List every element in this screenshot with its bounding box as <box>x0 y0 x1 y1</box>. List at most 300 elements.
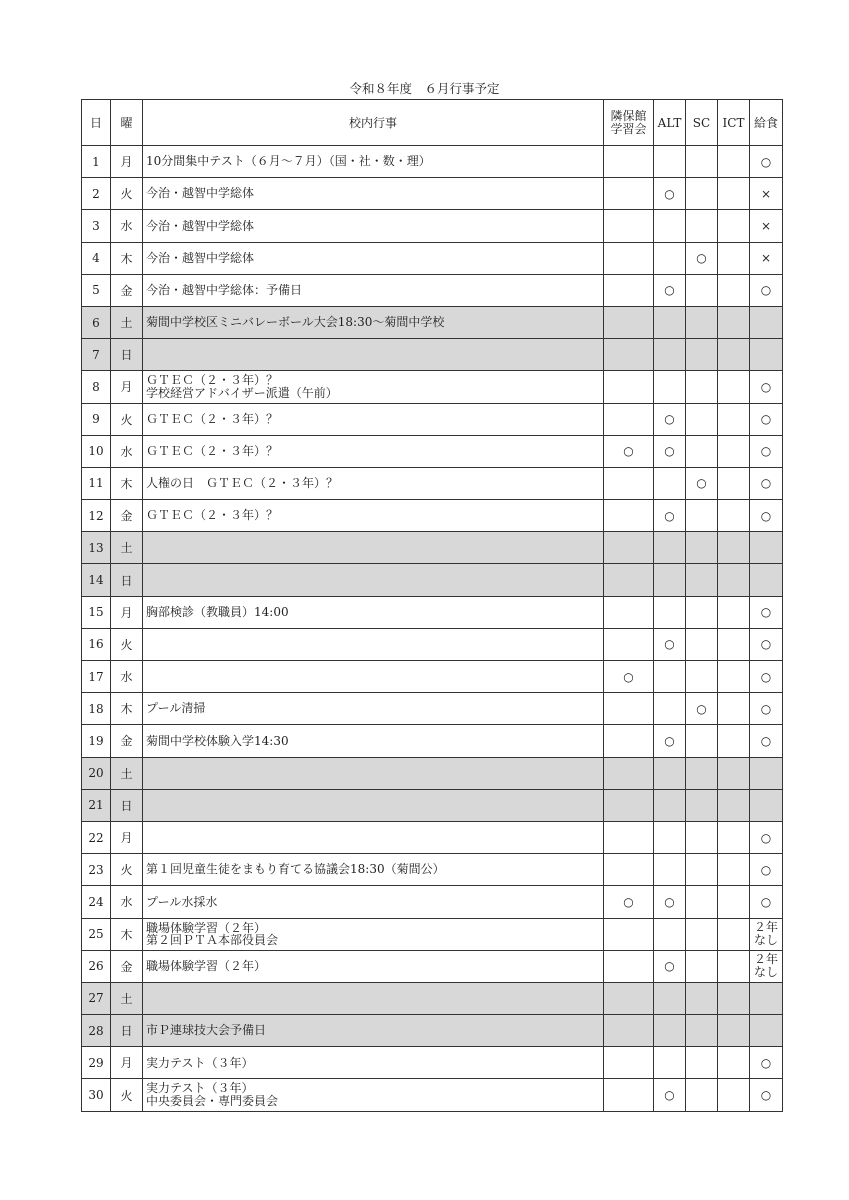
weekday-cell: 金 <box>111 500 143 532</box>
lunch-cell: × <box>750 178 783 210</box>
weekday-cell: 水 <box>111 435 143 467</box>
alt-cell: ○ <box>654 500 686 532</box>
ict-cell <box>718 596 750 628</box>
alt-cell <box>654 661 686 693</box>
header-kubokan <box>604 100 654 146</box>
day-cell: 18 <box>82 693 111 725</box>
kubokan-cell <box>604 564 654 596</box>
table-row <box>82 982 783 1014</box>
event-cell <box>143 532 604 564</box>
lunch-cell <box>750 757 783 789</box>
ict-cell <box>718 371 750 403</box>
event-cell <box>143 500 604 532</box>
day-cell: 25 <box>82 918 111 950</box>
lunch-cell: ２年 なし <box>750 918 783 950</box>
alt-cell <box>654 371 686 403</box>
day-cell: 10 <box>82 435 111 467</box>
ict-cell <box>718 757 750 789</box>
ict-cell <box>718 982 750 1014</box>
alt-cell <box>654 242 686 274</box>
weekday-cell: 日 <box>111 564 143 596</box>
kubokan-cell <box>604 789 654 821</box>
alt-cell: ○ <box>654 1079 686 1111</box>
header-row <box>82 100 783 146</box>
ict-cell <box>718 1079 750 1111</box>
event-line-1: 職場体験学習（２年） <box>146 958 267 973</box>
kubokan-cell <box>604 757 654 789</box>
table-row <box>82 564 783 596</box>
table-row <box>82 693 783 725</box>
ict-cell <box>718 693 750 725</box>
table-row <box>82 500 783 532</box>
kubokan-cell <box>604 950 654 982</box>
table-row <box>82 178 783 210</box>
header-kubokan-line1: 隣保館 <box>610 108 647 123</box>
kubokan-cell <box>604 1047 654 1079</box>
sc-cell <box>686 918 718 950</box>
table-row <box>82 725 783 757</box>
event-line-1: 実力テスト（３年） <box>146 1055 254 1070</box>
table-row <box>82 596 783 628</box>
weekday-cell: 木 <box>111 242 143 274</box>
lunch-cell: ○ <box>750 854 783 886</box>
ict-cell <box>718 306 750 338</box>
weekday-cell: 金 <box>111 274 143 306</box>
sc-cell <box>686 210 718 242</box>
event-line-1: 10分間集中テスト（６月～７月）（国・社・数・理） <box>146 154 431 169</box>
event-cell <box>143 242 604 274</box>
sc-cell <box>686 1015 718 1047</box>
ict-cell <box>718 242 750 274</box>
table-row <box>82 918 783 950</box>
weekday-cell: 火 <box>111 403 143 435</box>
day-cell: 5 <box>82 274 111 306</box>
table-row <box>82 403 783 435</box>
alt-cell: ○ <box>654 950 686 982</box>
header-event: 校内行事 <box>143 100 604 146</box>
event-line-1: 市Ｐ連球技大会予備日 <box>146 1023 267 1038</box>
ict-cell <box>718 339 750 371</box>
sc-cell <box>686 596 718 628</box>
alt-cell <box>654 564 686 596</box>
event-cell <box>143 1079 604 1111</box>
lunch-cell: × <box>750 210 783 242</box>
sc-cell <box>686 854 718 886</box>
event-cell <box>143 564 604 596</box>
day-cell: 26 <box>82 950 111 982</box>
table-row <box>82 628 783 660</box>
lunch-cell: ○ <box>750 886 783 918</box>
alt-cell <box>654 789 686 821</box>
day-cell: 4 <box>82 242 111 274</box>
lunch-cell: ○ <box>750 821 783 853</box>
day-cell: 6 <box>82 306 111 338</box>
event-cell <box>143 435 604 467</box>
sc-cell <box>686 886 718 918</box>
table-row <box>82 435 783 467</box>
event-cell <box>143 596 604 628</box>
sc-cell <box>686 371 718 403</box>
event-cell <box>143 371 604 403</box>
event-line-1: 実力テスト（３年） <box>146 1081 254 1096</box>
ict-cell <box>718 821 750 853</box>
lunch-cell <box>750 1015 783 1047</box>
alt-cell <box>654 306 686 338</box>
lunch-cell <box>750 306 783 338</box>
ict-cell <box>718 467 750 499</box>
sc-cell: ○ <box>686 242 718 274</box>
event-line-1: ＧＴＥＣ（２・３年）？ <box>146 373 279 388</box>
table-row <box>82 1047 783 1079</box>
table-row <box>82 306 783 338</box>
ict-cell <box>718 564 750 596</box>
day-cell: 15 <box>82 596 111 628</box>
kubokan-cell <box>604 403 654 435</box>
weekday-cell: 火 <box>111 178 143 210</box>
lunch-cell: ○ <box>750 371 783 403</box>
event-line-1: 胸部検診（教職員）14:00 <box>146 604 289 619</box>
header-ict: ICT <box>718 100 750 146</box>
weekday-cell: 日 <box>111 1015 143 1047</box>
alt-cell <box>654 1047 686 1079</box>
weekday-cell: 火 <box>111 1079 143 1111</box>
sc-cell <box>686 789 718 821</box>
weekday-cell: 木 <box>111 467 143 499</box>
lunch-cell: ２年 なし <box>750 950 783 982</box>
alt-cell: ○ <box>654 886 686 918</box>
event-cell <box>143 1047 604 1079</box>
table-row <box>82 886 783 918</box>
day-cell: 24 <box>82 886 111 918</box>
weekday-cell: 木 <box>111 918 143 950</box>
sc-cell <box>686 1047 718 1079</box>
ict-cell <box>718 661 750 693</box>
table-row <box>82 532 783 564</box>
event-cell <box>143 982 604 1014</box>
event-cell <box>143 854 604 886</box>
alt-cell: ○ <box>654 274 686 306</box>
lunch-cell: ○ <box>750 500 783 532</box>
table-row <box>82 789 783 821</box>
table-row <box>82 757 783 789</box>
event-line-1: 人権の日 ＧＴＥＣ（２・３年）？ <box>146 476 339 491</box>
ict-cell <box>718 725 750 757</box>
event-cell <box>143 789 604 821</box>
day-cell: 23 <box>82 854 111 886</box>
weekday-cell: 日 <box>111 339 143 371</box>
schedule-table <box>81 99 783 1112</box>
day-cell: 12 <box>82 500 111 532</box>
ict-cell <box>718 1015 750 1047</box>
table-row <box>82 854 783 886</box>
lunch-cell: × <box>750 242 783 274</box>
kubokan-cell <box>604 854 654 886</box>
lunch-cell: ○ <box>750 1047 783 1079</box>
day-cell: 14 <box>82 564 111 596</box>
kubokan-cell <box>604 596 654 628</box>
event-cell <box>143 661 604 693</box>
ict-cell <box>718 1047 750 1079</box>
day-cell: 30 <box>82 1079 111 1111</box>
day-cell: 19 <box>82 725 111 757</box>
event-cell <box>143 757 604 789</box>
header-lunch: 給食 <box>750 100 783 146</box>
day-cell: 13 <box>82 532 111 564</box>
kubokan-cell <box>604 371 654 403</box>
alt-cell <box>654 1015 686 1047</box>
event-line-1: 今治・越智中学総体 <box>146 250 255 265</box>
event-cell <box>143 693 604 725</box>
header-alt: ALT <box>654 100 686 146</box>
weekday-cell: 木 <box>111 693 143 725</box>
day-cell: 21 <box>82 789 111 821</box>
lunch-cell: ○ <box>750 467 783 499</box>
lunch-cell: ○ <box>750 146 783 178</box>
kubokan-cell <box>604 1015 654 1047</box>
event-cell <box>143 403 604 435</box>
ict-cell <box>718 210 750 242</box>
weekday-cell: 月 <box>111 146 143 178</box>
event-cell <box>143 886 604 918</box>
weekday-cell: 水 <box>111 661 143 693</box>
lunch-cell: ○ <box>750 435 783 467</box>
event-cell <box>143 178 604 210</box>
lunch-cell: ○ <box>750 1079 783 1111</box>
kubokan-cell <box>604 274 654 306</box>
header-weekday: 曜 <box>111 100 143 146</box>
sc-cell <box>686 821 718 853</box>
sc-cell <box>686 435 718 467</box>
header-sc: SC <box>686 100 718 146</box>
day-cell: 20 <box>82 757 111 789</box>
kubokan-cell <box>604 821 654 853</box>
event-line-2: 第２回ＰＴＡ本部役員会 <box>146 933 279 948</box>
event-line-1: 今治・越智中学総体 <box>146 186 255 201</box>
page-title: 令和８年度 ６月行事予定 <box>349 81 500 96</box>
sc-cell <box>686 982 718 1014</box>
weekday-cell: 月 <box>111 821 143 853</box>
event-line-1: プール水採水 <box>146 894 218 909</box>
day-cell: 27 <box>82 982 111 1014</box>
alt-cell: ○ <box>654 435 686 467</box>
weekday-cell: 月 <box>111 596 143 628</box>
lunch-cell <box>750 532 783 564</box>
event-cell <box>143 210 604 242</box>
kubokan-cell <box>604 982 654 1014</box>
sc-cell <box>686 757 718 789</box>
header-day: 日 <box>82 100 111 146</box>
event-cell <box>143 628 604 660</box>
day-cell: 28 <box>82 1015 111 1047</box>
table-row <box>82 467 783 499</box>
ict-cell <box>718 500 750 532</box>
sc-cell <box>686 146 718 178</box>
weekday-cell: 土 <box>111 757 143 789</box>
table-row <box>82 339 783 371</box>
event-line-1: 今治・越智中学総体 <box>146 218 255 233</box>
weekday-cell: 月 <box>111 1047 143 1079</box>
alt-cell <box>654 210 686 242</box>
kubokan-cell <box>604 725 654 757</box>
event-cell <box>143 306 604 338</box>
event-line-1: ＧＴＥＣ（２・３年）？ <box>146 443 279 458</box>
kubokan-cell <box>604 500 654 532</box>
weekday-cell: 火 <box>111 854 143 886</box>
day-cell: 3 <box>82 210 111 242</box>
alt-cell: ○ <box>654 178 686 210</box>
ict-cell <box>718 789 750 821</box>
alt-cell: ○ <box>654 725 686 757</box>
kubokan-cell <box>604 339 654 371</box>
lunch-cell: ○ <box>750 661 783 693</box>
kubokan-cell <box>604 306 654 338</box>
weekday-cell: 土 <box>111 532 143 564</box>
lunch-cell <box>750 982 783 1014</box>
table-row <box>82 950 783 982</box>
alt-cell <box>654 467 686 499</box>
event-cell <box>143 950 604 982</box>
event-line-1: 職場体験学習（２年） <box>146 920 267 935</box>
ict-cell <box>718 532 750 564</box>
alt-cell <box>654 596 686 628</box>
sc-cell <box>686 564 718 596</box>
sc-cell <box>686 339 718 371</box>
weekday-cell: 土 <box>111 306 143 338</box>
kubokan-cell <box>604 178 654 210</box>
lunch-cell: ○ <box>750 725 783 757</box>
lunch-cell <box>750 339 783 371</box>
alt-cell <box>654 757 686 789</box>
kubokan-cell: ○ <box>604 435 654 467</box>
ict-cell <box>718 274 750 306</box>
event-line-1: プール清掃 <box>146 701 206 716</box>
alt-cell <box>654 918 686 950</box>
kubokan-cell: ○ <box>604 886 654 918</box>
header-kubokan-line2: 学習会 <box>610 121 647 136</box>
event-line-1: 第１回児童生徒をまもり育てる協議会18:30（菊間公） <box>146 862 445 877</box>
sc-cell <box>686 628 718 660</box>
day-cell: 9 <box>82 403 111 435</box>
ict-cell <box>718 854 750 886</box>
sc-cell <box>686 661 718 693</box>
event-cell <box>143 146 604 178</box>
day-cell: 17 <box>82 661 111 693</box>
event-line-1: ＧＴＥＣ（２・３年）？ <box>146 411 279 426</box>
weekday-cell: 水 <box>111 210 143 242</box>
event-cell <box>143 274 604 306</box>
ict-cell <box>718 146 750 178</box>
alt-cell: ○ <box>654 628 686 660</box>
ict-cell <box>718 628 750 660</box>
alt-cell <box>654 982 686 1014</box>
sc-cell <box>686 532 718 564</box>
event-cell <box>143 1015 604 1047</box>
weekday-cell: 金 <box>111 725 143 757</box>
lunch-cell <box>750 789 783 821</box>
ict-cell <box>718 435 750 467</box>
table-row <box>82 210 783 242</box>
kubokan-cell <box>604 918 654 950</box>
sc-cell <box>686 306 718 338</box>
event-cell <box>143 918 604 950</box>
ict-cell <box>718 886 750 918</box>
table-row <box>82 1015 783 1047</box>
alt-cell <box>654 854 686 886</box>
sc-cell: ○ <box>686 467 718 499</box>
sc-cell <box>686 178 718 210</box>
alt-cell <box>654 821 686 853</box>
ict-cell <box>718 403 750 435</box>
weekday-cell: 日 <box>111 789 143 821</box>
alt-cell <box>654 693 686 725</box>
table-row <box>82 821 783 853</box>
ict-cell <box>718 950 750 982</box>
ict-cell <box>718 178 750 210</box>
event-line-1: 菊間中学校体験入学14:30 <box>146 733 289 748</box>
alt-cell <box>654 339 686 371</box>
event-cell <box>143 821 604 853</box>
event-line-1: 菊間中学校区ミニバレーボール大会18:30～菊間中学校 <box>146 315 445 330</box>
kubokan-cell <box>604 693 654 725</box>
sc-cell: ○ <box>686 693 718 725</box>
lunch-cell: ○ <box>750 403 783 435</box>
table-row <box>82 242 783 274</box>
weekday-cell: 水 <box>111 886 143 918</box>
day-cell: 1 <box>82 146 111 178</box>
day-cell: 16 <box>82 628 111 660</box>
weekday-cell: 火 <box>111 628 143 660</box>
lunch-cell: ○ <box>750 693 783 725</box>
lunch-cell <box>750 564 783 596</box>
kubokan-cell <box>604 628 654 660</box>
kubokan-cell <box>604 1079 654 1111</box>
table-row <box>82 274 783 306</box>
kubokan-cell: ○ <box>604 661 654 693</box>
sc-cell <box>686 500 718 532</box>
kubokan-cell <box>604 467 654 499</box>
kubokan-cell <box>604 210 654 242</box>
event-line-1: ＧＴＥＣ（２・３年）？ <box>146 508 279 523</box>
sc-cell <box>686 403 718 435</box>
alt-cell <box>654 532 686 564</box>
alt-cell: ○ <box>654 403 686 435</box>
table-row <box>82 1079 783 1111</box>
table-row <box>82 146 783 178</box>
sc-cell <box>686 274 718 306</box>
event-line-2: 中央委員会・専門委員会 <box>146 1094 279 1109</box>
sc-cell <box>686 950 718 982</box>
sc-cell <box>686 1079 718 1111</box>
event-line-1: 今治・越智中学総体：予備日 <box>146 283 303 298</box>
weekday-cell: 金 <box>111 950 143 982</box>
event-cell <box>143 467 604 499</box>
lunch-cell: ○ <box>750 596 783 628</box>
kubokan-cell <box>604 146 654 178</box>
kubokan-cell <box>604 242 654 274</box>
day-cell: 22 <box>82 821 111 853</box>
lunch-cell: ○ <box>750 628 783 660</box>
lunch-cell: ○ <box>750 274 783 306</box>
sc-cell <box>686 725 718 757</box>
day-cell: 7 <box>82 339 111 371</box>
day-cell: 2 <box>82 178 111 210</box>
event-cell <box>143 339 604 371</box>
day-cell: 29 <box>82 1047 111 1079</box>
event-line-2: 学校経営アドバイザー派遣（午前） <box>146 385 338 400</box>
kubokan-cell <box>604 532 654 564</box>
table-row <box>82 371 783 403</box>
alt-cell <box>654 146 686 178</box>
